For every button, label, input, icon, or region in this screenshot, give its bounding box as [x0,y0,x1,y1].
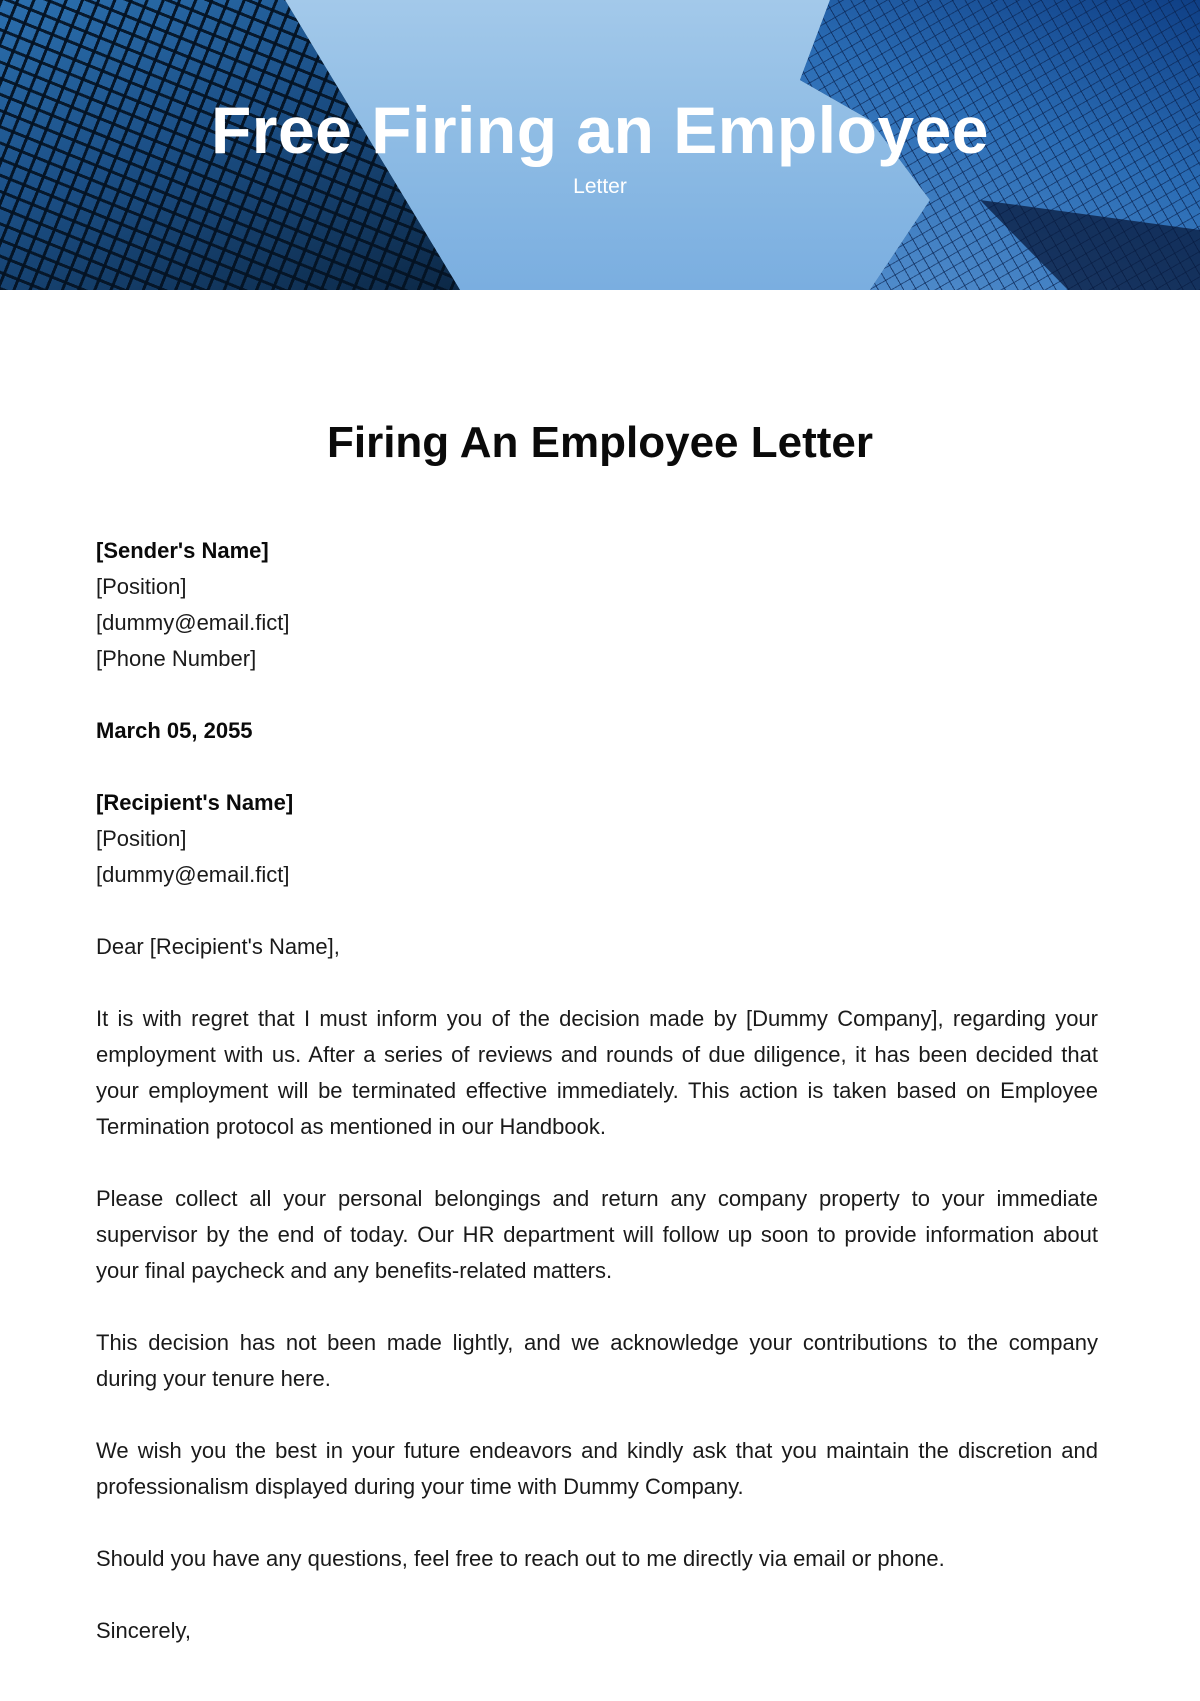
document-title: Firing An Employee Letter [326,418,873,467]
recipient-position: [Position] [96,826,187,851]
body-paragraph-4: We wish you the best in your future endeavors and kindly ask that you maintain the discretion and professionalism displayed during your time with Dummy Company. [96,1438,1098,1499]
banner-subtitle: Letter [573,175,627,198]
body-paragraph-2: Please collect all your personal belongings and return any company property to your immediate supervisor by the end of today. Our HR department will follow up soon to provide information about your final paycheck and any benefits-related matters. [96,1186,1098,1283]
banner-title: Free Firing an Employee [210,93,990,167]
recipient-email: [dummy@email.fict] [96,862,290,887]
recipient-name: [Recipient's Name] [96,790,294,815]
body-paragraph-5: Should you have any questions, feel free to reach out to me directly via email or phone. [96,1546,945,1571]
letter-date: March 05, 2055 [96,718,253,743]
sender-block [96,533,1098,677]
recipient-block [96,785,1098,893]
body-paragraph-3: This decision has not been made lightly, and we acknowledge your contributions to the company during your tenure here. [96,1330,1098,1391]
salutation: Dear [Recipient's Name], [96,934,340,959]
sender-position: [Position] [96,574,187,599]
header-banner [0,0,1200,290]
sender-email: [dummy@email.fict] [96,610,290,635]
body-paragraph-1: It is with regret that I must inform you of the decision made by [Dummy Company], regarding your employment with us. After a series of reviews and rounds of due diligence, it has been decided that your employment will be terminated effective immediately. This action is taken based on Employee Termination protocol as mentioned in our Handbook. [96,1006,1098,1139]
letter-body [96,533,1098,1649]
sender-name: [Sender's Name] [96,538,269,563]
sender-phone: [Phone Number] [96,646,257,671]
closing: Sincerely, [96,1618,191,1643]
